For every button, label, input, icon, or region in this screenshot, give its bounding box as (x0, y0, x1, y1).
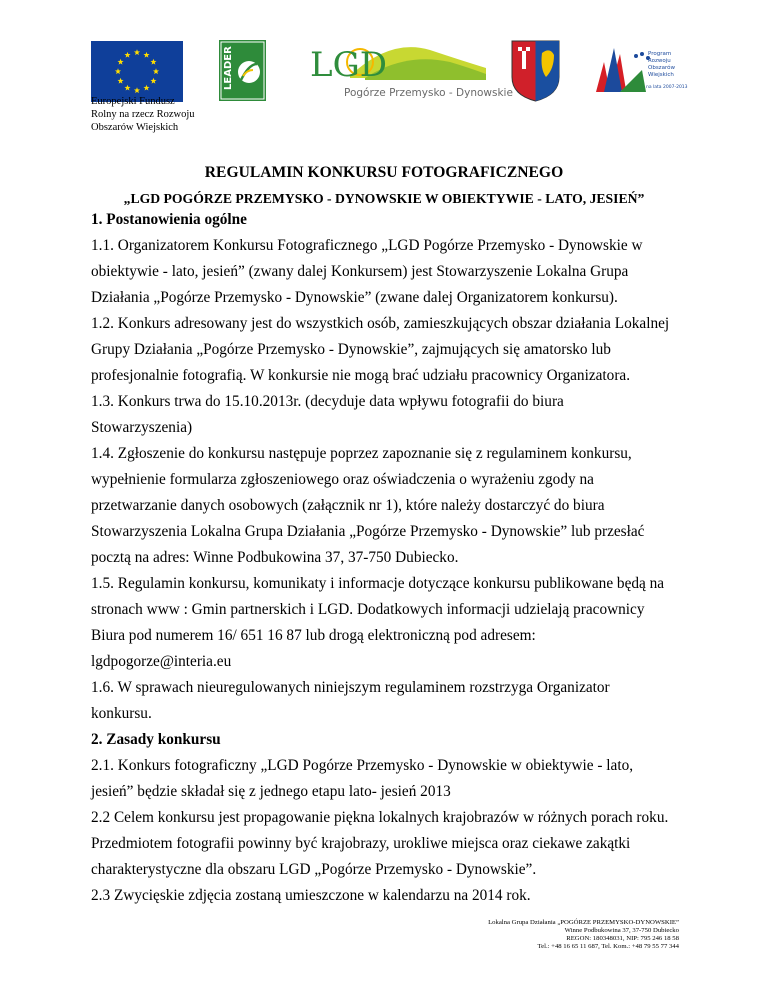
eu-fund-caption (91, 95, 195, 134)
prow-text-line: Obszarów (648, 65, 675, 71)
text-line: Stowarzyszenia Lokalna Grupa Działania „Pogórze Przemysko - Dynowskie” lub przesłać (91, 523, 645, 540)
eu-caption-line: Obszarów Wiejskich (91, 122, 179, 133)
text-line: obiektywie - lato, jesień” (zwany dalej Konkursem) jest Stowarzyszenie Lokalna Grupa (91, 263, 629, 280)
text-line: 1.1. Organizatorem Konkursu Fotograficznego „LGD Pogórze Przemysko - Dynowskie w (91, 237, 643, 254)
text-line: jesień” będzie składał się z jednego etapu lato- jesień 2013 (91, 783, 451, 800)
text-line: profesjonalnie fotografią. W konkursie nie mogą brać udziału pracownicy Organizatora. (91, 367, 631, 384)
text-line: wypełnienie formularza zgłoszeniowego oraz oświadczenia o wyrażeniu zgody na (91, 471, 594, 488)
lgd-pogorze-logo (310, 38, 513, 104)
page-footer (488, 919, 679, 951)
leader-text: LEADER (223, 46, 234, 90)
text-line: Biura pod numerem 16/ 651 16 87 lub drogą elektroniczną pod adresem: (91, 627, 536, 644)
lgd-name: Pogórze Przemysko - Dynowskie (344, 87, 513, 99)
text-line: 2.2 Celem konkursu jest propagowanie piękna lokalnych krajobrazów w różnych porach roku. (91, 809, 669, 826)
email-address: lgdpogorze@interia.eu (91, 653, 232, 670)
text-line: 1.3. Konkurs trwa do 15.10.2013r. (decyduje data wpływu fotografii do biura (91, 393, 564, 410)
text-line: 2.3 Zwycięskie zdjęcia zostaną umieszczone w kalendarzu na 2014 rok. (91, 887, 531, 904)
footer-line: Tel.: +48 16 65 11 687, Tel. Kom.: +48 79 55 77 344 (537, 943, 679, 951)
text-line: konkursu. (91, 705, 152, 722)
text-line: 1.5. Regulamin konkursu, komunikaty i informacje dotyczące konkursu publikowane będą na (91, 575, 665, 592)
lgd-letters: LGD (310, 45, 387, 85)
prow-program-logo (590, 42, 688, 100)
text-line: 2.1. Konkurs fotograficzny „LGD Pogórze Przemysko - Dynowskie w obiektywie - lato, (91, 757, 634, 774)
text-line: charakterystyczne dla obszaru LGD „Pogórze Przemysko - Dynowskie”. (91, 861, 537, 878)
section-heading: 1. Postanowienia ogólne (91, 211, 247, 228)
document-title: REGULAMIN KONKURSU FOTOGRAFICZNEGO (204, 164, 564, 181)
prow-text-line: Program (648, 51, 672, 57)
footer-line: REGON: 180348031, NIP: 795 246 18 58 (566, 935, 679, 943)
footer-line: Lokalna Grupa Działania „POGÓRZE PRZEMYSKO-DYNOWSKIE” (488, 919, 679, 926)
section-heading: 2. Zasady konkursu (91, 731, 221, 748)
footer-line: Winne Podbukowina 37, 37-750 Dubiecko (564, 927, 679, 935)
text-line: przetwarzanie danych osobowych (załącznik nr 1), które należy dostarczyć do biura (91, 497, 605, 514)
eu-caption-line: Europejski Fundusz (91, 96, 175, 107)
prow-years: na lata 2007-2013 (646, 85, 688, 90)
text-line: stronach www : Gmin partnerskich i LGD. Dodatkowych informacji udzielają pracownicy (91, 601, 645, 618)
document-subtitle: „LGD POGÓRZE PRZEMYSKO - DYNOWSKIE W OBIEKTYWIE - LATO, JESIEŃ” (123, 191, 645, 206)
text-line: pocztą na adres: Winne Podbukowina 37, 37-750 Dubiecko. (91, 549, 459, 566)
text-line: 1.6. W sprawach nieuregulowanych niniejszym regulaminem rozstrzyga Organizator (91, 679, 610, 696)
prow-text-line: Wiejskich (648, 72, 674, 78)
prow-text-line: Rozwoju (648, 58, 671, 64)
eu-flag-logo (91, 41, 183, 102)
text-line: 1.2. Konkurs adresowany jest do wszystkich osób, zamieszkujących obszar działania Lokalnej (91, 315, 670, 332)
eu-caption-line: Rolny na rzecz Rozwoju (91, 109, 195, 120)
text-line: Grupy Działania „Pogórze Przemysko - Dynowskie”, zajmujących się amatorsko lub (91, 341, 611, 358)
podkarpackie-crest-logo (510, 39, 561, 102)
text-line: Stowarzyszenia) (91, 419, 193, 436)
text-line: Przedmiotem fotografii powinny być krajobrazy, urokliwe miejsca oraz ciekawe zakątki (91, 835, 631, 852)
text-line: Działania „Pogórze Przemysko - Dynowskie” (zwane dalej Organizatorem konkursu). (91, 289, 618, 306)
leader-logo (219, 40, 266, 101)
text-line: 1.4. Zgłoszenie do konkursu następuje poprzez zapoznanie się z regulaminem konkursu, (91, 445, 632, 462)
